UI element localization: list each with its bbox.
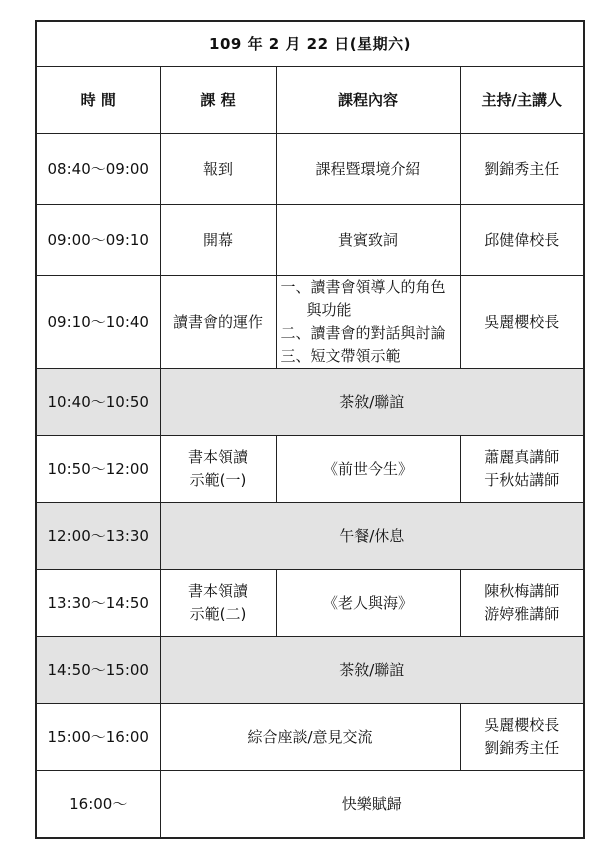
header-time: 時 間 [36, 67, 160, 134]
course-cell [160, 570, 276, 637]
content-cell: 《前世今生》 [276, 436, 460, 503]
table-row [36, 503, 584, 570]
time-cell: 12:00～13:30 [36, 503, 160, 570]
host-cell: 劉錦秀主任 [460, 134, 584, 205]
schedule-table [35, 20, 585, 839]
time-cell: 15:00～16:00 [36, 704, 160, 771]
header-course: 課 程 [160, 67, 276, 134]
time-cell: 08:40～09:00 [36, 134, 160, 205]
course-cell: 報到 [160, 134, 276, 205]
course-cell: 讀書會的運作 [160, 276, 276, 369]
content-cell: 課程暨環境介紹 [276, 134, 460, 205]
header-host: 主持/主講人 [460, 67, 584, 134]
table-row [36, 436, 584, 503]
break-cell: 茶敘/聯誼 [160, 637, 584, 704]
time-cell: 14:50～15:00 [36, 637, 160, 704]
course-cell [160, 436, 276, 503]
course-cell: 開幕 [160, 205, 276, 276]
host-cell [460, 436, 584, 503]
host-cell [460, 570, 584, 637]
table-row [36, 704, 584, 771]
merged-course-cell: 快樂賦歸 [160, 771, 584, 839]
host-line: 吳麗櫻校長 [484, 716, 560, 734]
host-line: 游婷雅講師 [484, 605, 560, 623]
content-line: 二、讀書會的對話與討論 [280, 324, 446, 342]
time-cell: 13:30～14:50 [36, 570, 160, 637]
content-line: 三、短文帶領示範 [280, 347, 401, 365]
host-line: 陳秋梅講師 [484, 582, 560, 600]
title-row [36, 21, 584, 67]
table-row [36, 637, 584, 704]
time-cell: 16:00～ [36, 771, 160, 839]
host-cell [460, 704, 584, 771]
host-line: 蕭麗真講師 [484, 448, 560, 466]
content-line: 一、讀書會領導人的角色 [280, 278, 446, 296]
header-row [36, 67, 584, 134]
table-row [36, 276, 584, 369]
table-row [36, 771, 584, 839]
time-cell: 09:00～09:10 [36, 205, 160, 276]
time-cell: 10:50～12:00 [36, 436, 160, 503]
content-cell: 貴賓致詞 [276, 205, 460, 276]
table-row [36, 369, 584, 436]
host-line: 于秋姑講師 [484, 471, 560, 489]
content-list-cell [276, 276, 460, 369]
header-content: 課程內容 [276, 67, 460, 134]
break-cell: 茶敘/聯誼 [160, 369, 584, 436]
content-line: 與功能 [306, 301, 352, 319]
host-cell: 邱健偉校長 [460, 205, 584, 276]
schedule-title: 109 年 2 月 22 日(星期六) [36, 21, 584, 67]
table-row [36, 570, 584, 637]
host-cell: 吳麗櫻校長 [460, 276, 584, 369]
course-line: 示範(一) [189, 471, 247, 489]
course-line: 書本領讀 [187, 582, 248, 600]
host-line: 劉錦秀主任 [484, 739, 560, 757]
time-cell: 09:10～10:40 [36, 276, 160, 369]
course-line: 示範(二) [189, 605, 247, 623]
table-row [36, 205, 584, 276]
merged-course-cell: 綜合座談/意見交流 [160, 704, 460, 771]
time-cell: 10:40～10:50 [36, 369, 160, 436]
course-line: 書本領讀 [187, 448, 248, 466]
table-row [36, 134, 584, 205]
content-cell: 《老人與海》 [276, 570, 460, 637]
break-cell: 午餐/休息 [160, 503, 584, 570]
